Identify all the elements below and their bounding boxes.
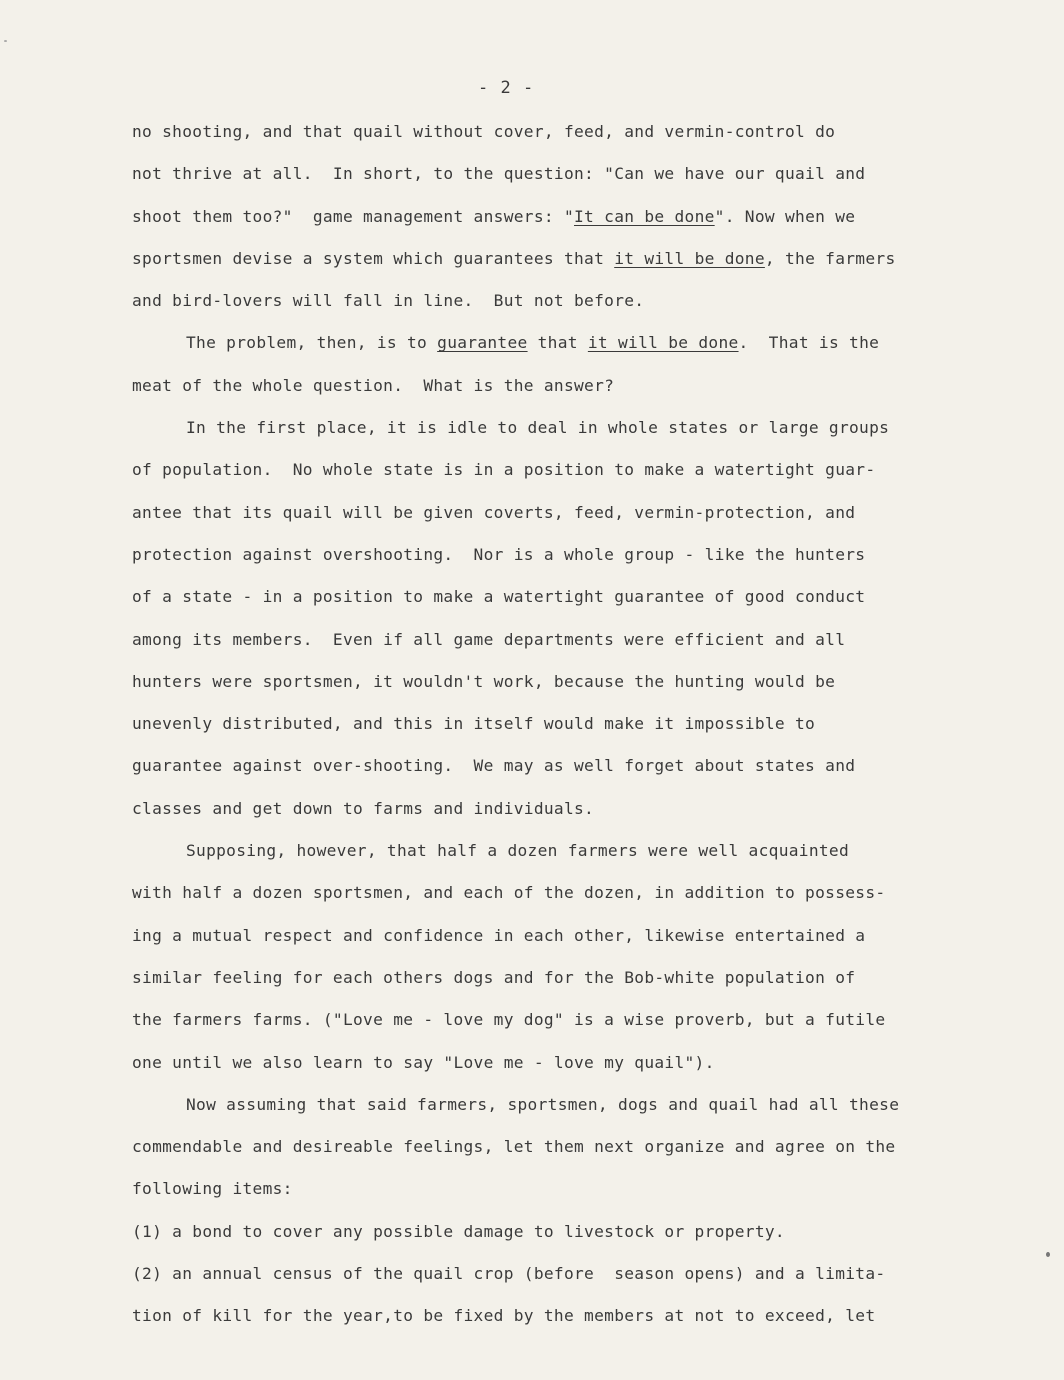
text-segment: and bird-lovers will fall in line. But not before. — [132, 291, 645, 311]
text-line-18 — [132, 838, 952, 880]
text-line-5 — [132, 288, 952, 330]
text-segment: that — [527, 333, 588, 353]
text-segment: one until we also learn to say "Love me - love my quail"). — [132, 1052, 715, 1072]
text-segment: shoot them too?" game management answers: " — [132, 206, 575, 226]
text-segment: sportsmen devise a system which guarantees that — [132, 248, 615, 268]
text-line-28 — [132, 1261, 952, 1303]
text-line-1 — [132, 119, 952, 161]
text-line-15 — [132, 711, 952, 753]
text-segment: Now assuming that said farmers, sportsmen, dogs and quail had all these — [186, 1094, 900, 1114]
text-line-19 — [132, 880, 952, 922]
text-segment: tion of kill for the year,to be fixed by the members at not to exceed, let — [132, 1306, 876, 1326]
text-line-12 — [132, 584, 952, 626]
text-segment: hunters were sportsmen, it wouldn't work, because the hunting would be — [132, 671, 836, 691]
text-segment: the farmers farms. ("Love me - love my dog" is a wise proverb, but a futile — [132, 1010, 886, 1030]
text-line-22 — [132, 1007, 952, 1049]
text-line-11 — [132, 542, 952, 584]
text-line-24 — [132, 1092, 952, 1134]
text-segment: following items: — [132, 1179, 293, 1199]
text-line-10 — [132, 500, 952, 542]
text-segment: protection against overshooting. Nor is a whole group - like the hunters — [132, 544, 866, 564]
text-segment: among its members. Even if all game departments were efficient and all — [132, 629, 846, 649]
text-segment: of a state - in a position to make a watertight guarantee of good conduct — [132, 587, 866, 607]
underlined-text: It can be done — [574, 206, 715, 226]
text-segment: ing a mutual respect and confidence in each other, likewise entertained a — [132, 925, 866, 945]
document-body — [132, 119, 952, 1346]
text-line-23 — [132, 1050, 952, 1092]
text-line-6 — [132, 330, 952, 372]
paper-speck — [1046, 1252, 1050, 1257]
page-number: - 2 - — [478, 78, 535, 98]
paper-speck — [4, 40, 7, 42]
text-segment: classes and get down to farms and individuals. — [132, 798, 595, 818]
text-segment: not thrive at all. In short, to the question: "Can we have our quail and — [132, 164, 866, 184]
text-line-8 — [132, 415, 952, 457]
text-segment: In the first place, it is idle to deal in whole states or large groups — [186, 418, 890, 438]
text-segment: (1) a bond to cover any possible damage to livestock or property. — [132, 1221, 785, 1241]
text-segment: with half a dozen sportsmen, and each of the dozen, in addition to possess- — [132, 883, 886, 903]
text-line-16 — [132, 753, 952, 795]
text-segment: of population. No whole state is in a position to make a watertight guar- — [132, 460, 876, 480]
text-segment: ". Now when we — [714, 206, 856, 226]
text-segment: guarantee against over-shooting. We may as well forget about states and — [132, 756, 856, 776]
text-line-4 — [132, 246, 952, 288]
text-segment: commendable and desireable feelings, let them next organize and agree on the — [132, 1137, 896, 1157]
text-line-17 — [132, 796, 952, 838]
text-line-26 — [132, 1176, 952, 1218]
underlined-text: guarantee — [437, 333, 528, 353]
text-segment: Supposing, however, that half a dozen farmers were well acquainted — [186, 841, 850, 861]
underlined-text: it will be done — [614, 248, 765, 268]
text-segment: no shooting, and that quail without cover, feed, and vermin-control do — [132, 122, 836, 141]
text-segment: meat of the whole question. What is the answer? — [132, 375, 615, 395]
text-line-7 — [132, 373, 952, 415]
underlined-text: it will be done — [587, 333, 739, 353]
text-segment: similar feeling for each others dogs and for the Bob-white population of — [132, 967, 856, 987]
text-line-21 — [132, 965, 952, 1007]
text-segment: . That is the — [738, 333, 880, 353]
text-line-29 — [132, 1303, 952, 1345]
text-line-9 — [132, 457, 952, 499]
text-line-25 — [132, 1134, 952, 1176]
text-line-13 — [132, 627, 952, 669]
text-line-20 — [132, 923, 952, 965]
text-segment: The problem, then, is to — [186, 333, 438, 353]
text-line-14 — [132, 669, 952, 711]
text-line-3 — [132, 204, 952, 246]
text-segment: unevenly distributed, and this in itself would make it impossible to — [132, 714, 816, 734]
text-segment: , the farmers — [764, 248, 896, 268]
text-line-27 — [132, 1219, 952, 1261]
text-segment: (2) an annual census of the quail crop (before season opens) and a limita- — [132, 1264, 886, 1284]
text-segment: antee that its quail will be given coverts, feed, vermin-protection, and — [132, 502, 856, 522]
text-line-2 — [132, 161, 952, 203]
